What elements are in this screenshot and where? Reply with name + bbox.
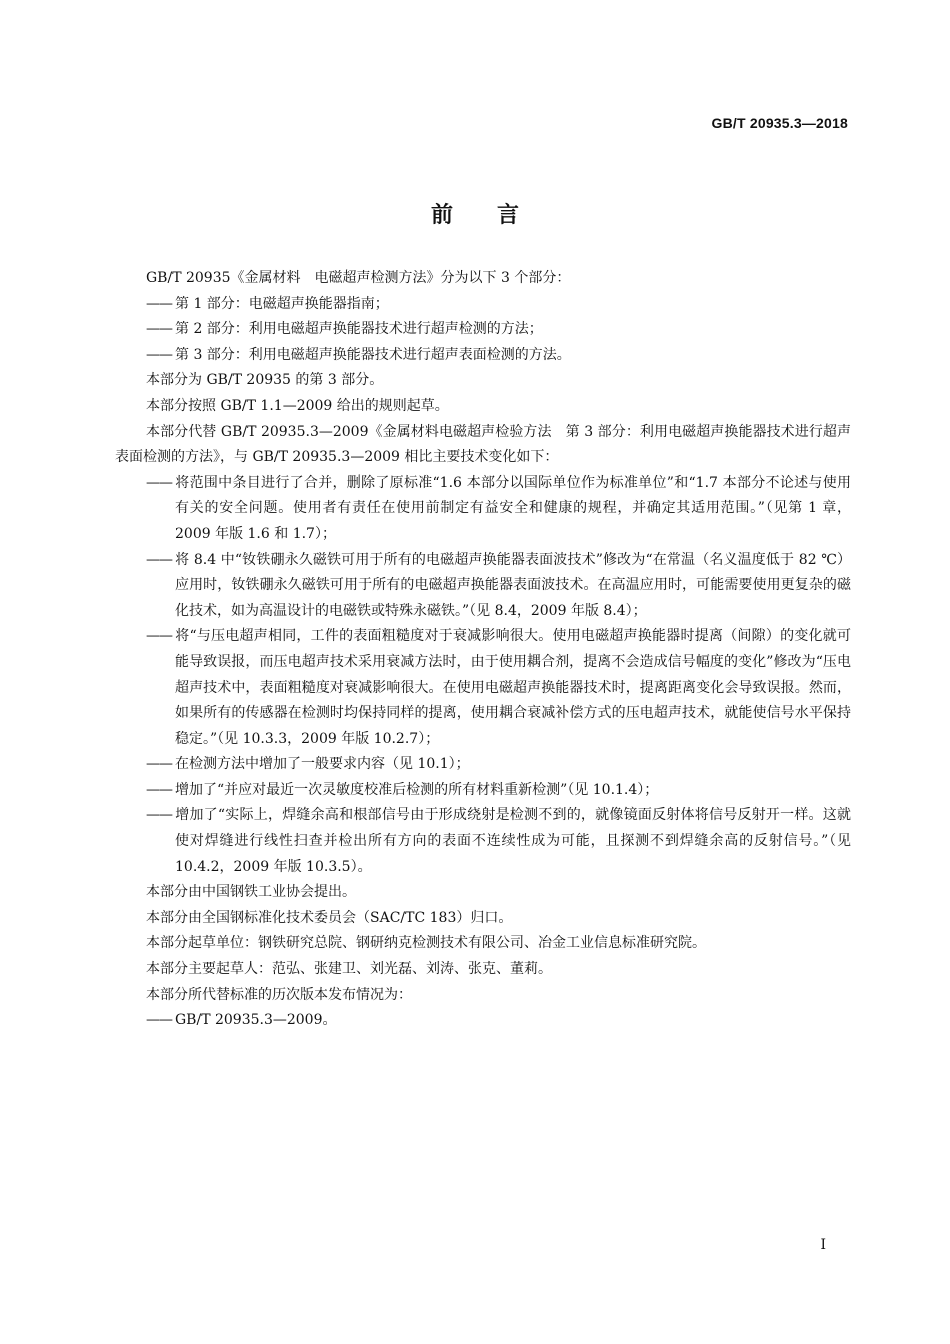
dash-marker: —— (146, 551, 172, 568)
dash-marker: —— (146, 756, 172, 773)
dash-marker: —— (146, 807, 172, 824)
list-item-part-1 (115, 292, 851, 318)
drafting-rule-paragraph: 本部分按照 GB/T 1.1—2009 给出的规则起草。 (146, 397, 449, 414)
list-item-part-2 (115, 317, 851, 343)
list-item-text: 第 3 部分：利用电磁超声换能器技术进行超声表面检测的方法。 (175, 346, 571, 363)
drafters-paragraph: 本部分主要起草人：范弘、张建卫、刘光磊、刘涛、张克、董莉。 (146, 961, 552, 978)
change-item-3 (115, 624, 851, 752)
list-item-text: 第 1 部分：电磁超声换能器指南； (175, 295, 389, 312)
change-item-4 (115, 752, 851, 778)
change-item-1 (115, 471, 851, 548)
list-item-part-3 (115, 343, 851, 369)
history-item-1 (115, 1008, 851, 1034)
list-item-text: 将“与压电超声相同，工件的表面粗糙度对于衰减影响很大。使用电磁超声换能器时提离（间隙）的变化就可能导致误报，而压电超声技术采用衰减方法时，由于使用耦合剂，提离不会造成信号幅度的变化”修改为“压电超声技术中，表面粗糙度对衰减影响很大。在使用电磁超声换能器技术时，提离距离变化会导致误报。然而，如果所有的传感器在检测时均保持同样的提离，使用耦合衰减补偿方式的压电超声技术，就能使信号水平保持稳定。”（见 10.3.3，2009 年版 10.2.7）； (175, 628, 851, 747)
intro-paragraph: GB/T 20935《金属材料 电磁超声检测方法》分为以下 3 个部分： (146, 270, 571, 286)
list-item-text: 在检测方法中增加了一般要求内容（见 10.1）； (175, 756, 470, 773)
change-item-2 (115, 548, 851, 625)
change-item-6 (115, 803, 851, 880)
drafting-units-paragraph: 本部分起草单位：钢铁研究总院、钢研纳克检测技术有限公司、冶金工业信息标准研究院。 (146, 935, 706, 952)
page-number: I (820, 1237, 826, 1253)
list-item-text: 将 8.4 中“钕铁硼永久磁铁可用于所有的电磁超声换能器表面波技术”修改为“在常温（名义温度低于 82 ℃）应用时，钕铁硼永久磁铁可用于所有的电磁超声换能器表面波技术。在高温应用时，可能需要使用更复杂的磁化技术，如为高温设计的电磁铁或特殊永磁铁。”（见 8.4，2009 年版 8.4）； (175, 551, 851, 619)
foreword-body (115, 266, 851, 1034)
list-item-text: 增加了“并应对最近一次灵敏度校准后检测的所有材料重新检测”（见 10.1.4）； (175, 781, 659, 798)
list-item-text: 将范围中条目进行了合并，删除了原标准“1.6 本部分以国际单位作为标准单位”和“1.7 本部分不论述与使用有关的安全问题。使用者有责任在使用前制定有益安全和健康的规程，并确定其适用范围。”（见第 1 章，2009 年版 1.6 和 1.7）； (175, 474, 851, 542)
list-item-text: GB/T 20935.3—2009。 (175, 1012, 337, 1029)
dash-marker: —— (146, 346, 172, 363)
dash-marker: —— (146, 474, 172, 491)
dash-marker: —— (146, 1012, 172, 1029)
centralized-by-paragraph: 本部分由全国钢标准化技术委员会（SAC/TC 183）归口。 (146, 909, 513, 926)
replaces-paragraph: 本部分代替 GB/T 20935.3—2009《金属材料电磁超声检验方法 第 3 部分：利用电磁超声换能器技术进行超声表面检测的方法》，与 GB/T 20935.3—2009 相比主要技术变化如下： (115, 423, 851, 466)
dash-marker: —— (146, 781, 172, 798)
dash-marker: —— (146, 295, 172, 312)
list-item-text: 增加了“实际上，焊缝余高和根部信号由于形成绕射是检测不到的，就像镜面反射体将信号反射开一样。这就使对焊缝进行线性扫查并检出所有方向的表面不连续性成为可能，且探测不到焊缝余高的反射信号。”（见 10.4.2，2009 年版 10.3.5）。 (175, 807, 851, 875)
standard-code: GB/T 20935.3—2018 (711, 115, 848, 131)
history-intro-paragraph: 本部分所代替标准的历次版本发布情况为： (146, 986, 412, 1003)
this-part-paragraph: 本部分为 GB/T 20935 的第 3 部分。 (146, 372, 384, 389)
list-item-text: 第 2 部分：利用电磁超声换能器技术进行超声检测的方法； (175, 321, 543, 338)
page-title: 前言 (430, 203, 563, 228)
dash-marker: —— (146, 321, 172, 338)
dash-marker: —— (146, 628, 172, 645)
change-item-5 (115, 778, 851, 804)
proposed-by-paragraph: 本部分由中国钢铁工业协会提出。 (146, 884, 356, 901)
